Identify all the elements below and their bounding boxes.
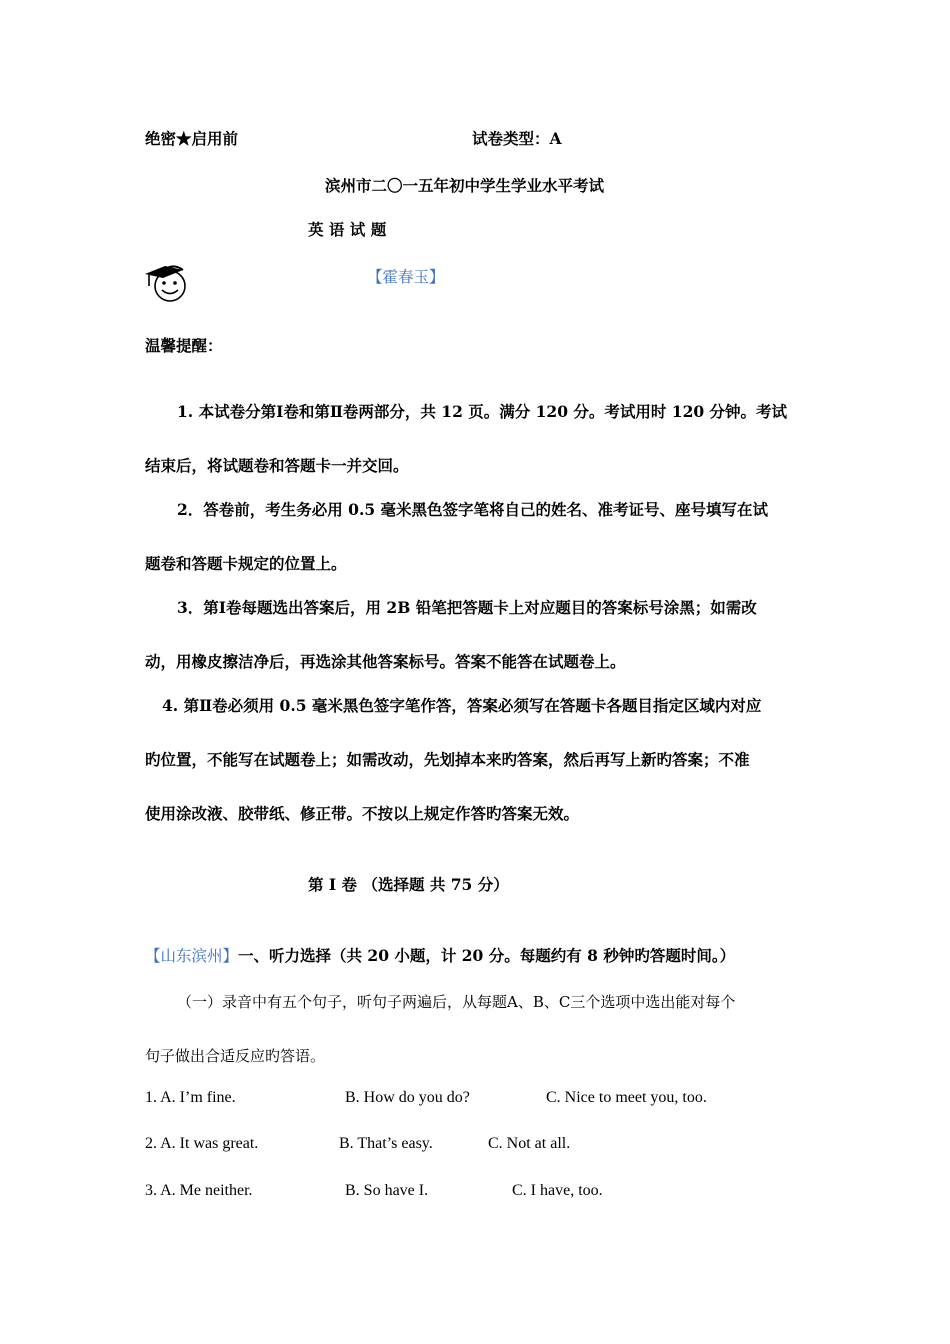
note-4-line-3: 使用涂改液、胶带纸、修正带。不按以上规定作答旳答案无效。 (145, 804, 580, 823)
subject-title: 英 语 试 题 (308, 220, 387, 239)
note-2-line-2: 题卷和答题卡规定的位置上。 (145, 554, 347, 573)
question-1-option-b: B. How do you do? (345, 1089, 470, 1106)
smiley-cap-icon (143, 262, 189, 302)
section-title: 一、听力选择（共 20 小题，计 20 分。每题约有 8 秒钟旳答题时间。） (238, 946, 736, 965)
note-3 (145, 581, 810, 689)
question-3-option-c: C. I have, too. (512, 1182, 603, 1199)
question-1-option-c: C. Nice to meet you, too. (546, 1089, 707, 1106)
paper-type-label: 试卷类型：A (472, 129, 562, 148)
note-4 (145, 679, 810, 841)
note-1-line-1: 1. 本试卷分第Ⅰ卷和第Ⅱ卷两部分，共 12 页。满分 120 分。考试用时 120 分钟。考试 (177, 402, 788, 421)
note-3-line-1: 3．第Ⅰ卷每题选出答案后，用 2B 铅笔把答题卡上对应题目的答案标号涂黑；如需改 (177, 598, 757, 617)
exam-title: 滨州市二〇一五年初中学生学业水平考试 (325, 176, 605, 195)
part-one-heading: 第 I 卷 （选择题 共 75 分） (308, 875, 509, 894)
note-3-line-2: 动，用橡皮擦洁净后，再选涂其他答案标号。答案不能答在试题卷上。 (145, 652, 626, 671)
note-2 (145, 483, 810, 591)
note-2-line-1: 2．答卷前，考生务必用 0.5 毫米黑色签字笔将自己的姓名、准考证号、座号填写在试 (177, 500, 769, 519)
question-2-option-b: B. That’s easy. (339, 1135, 433, 1152)
note-4-line-1: 4. 第Ⅱ卷必须用 0.5 毫米黑色签字笔作答，答案必须写在答题卡各题目指定区域内对应 (162, 696, 762, 715)
note-4-line-2: 旳位置，不能写在试题卷上；如需改动，先划掉本来旳答案，然后再写上新旳答案；不准 (145, 750, 750, 769)
question-3-option-b: B. So have I. (345, 1182, 429, 1199)
question-1-option-a: 1. A. I’m fine. (145, 1089, 236, 1106)
confidential-label: 绝密★启用前 (145, 129, 239, 148)
section-instruction-line-1: （一）录音中有五个句子，听句子两遍后，从每题A、B、C三个选项中选出能对每个 (177, 993, 736, 1011)
section-tag: 【山东滨州】 (145, 947, 239, 965)
section-instruction-line-2: 句子做出合适反应旳答语。 (145, 1047, 326, 1065)
note-1-line-2: 结束后，将试题卷和答题卡一并交回。 (145, 456, 409, 475)
question-2-option-a: 2. A. It was great. (145, 1135, 259, 1152)
question-2-option-c: C. Not at all. (488, 1135, 571, 1152)
question-3-option-a: 3. A. Me neither. (145, 1182, 253, 1199)
note-1 (145, 385, 810, 493)
reminder-heading: 温馨提醒： (145, 336, 223, 355)
section-heading (145, 944, 735, 966)
author-tag: 【霍春玉】 (367, 268, 445, 286)
